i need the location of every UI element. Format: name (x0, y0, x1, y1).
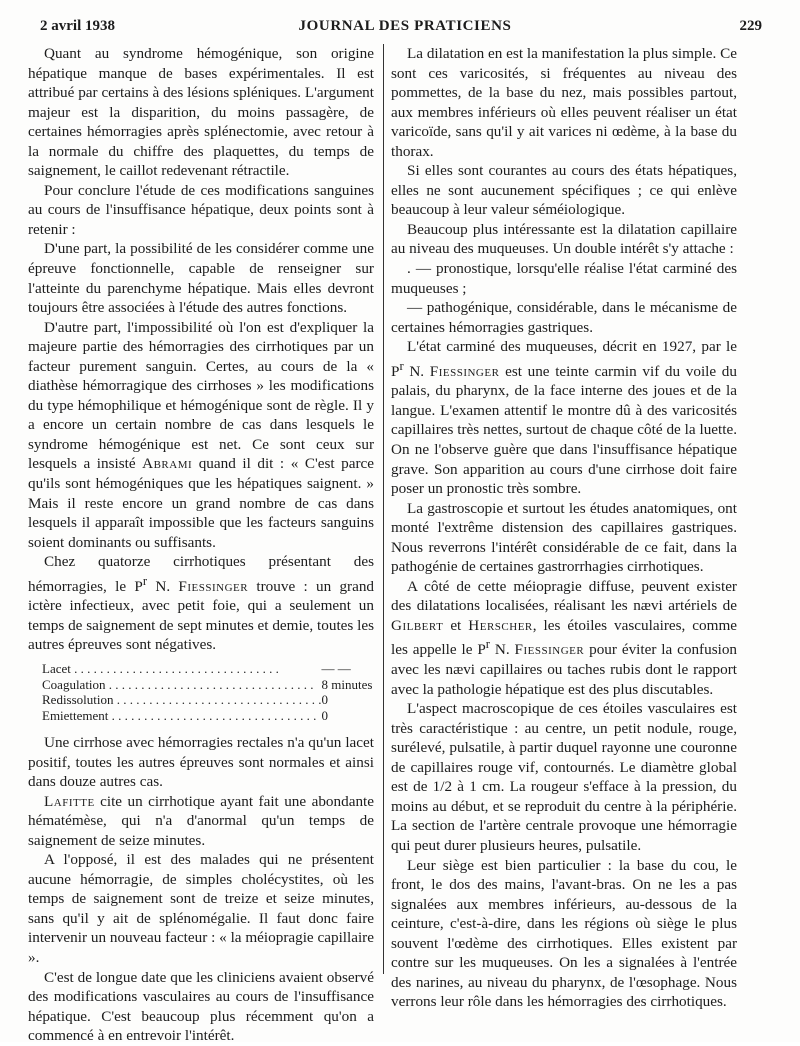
header-journal-title: JOURNAL DES PRATICIENS (298, 18, 512, 34)
paragraph-not-specific: Si elles sont courantes au cours des états hépatiques, elles ne sont aucunement spécifiques ; ce qui enlève beaucoup à leur valeur séméiologique. (391, 162, 737, 219)
superscript: r (399, 358, 404, 373)
author-name-herscher: Herscher (468, 616, 533, 634)
paragraph-opposite: A l'opposé, il est des malades qui ne présentent aucune hémorragie, de simples cholécystites, où les temps de saignement sont de treize et seize minutes, sans qu'il y ait de splénomégalie. Il faut donc faire intervenir un nouveau facteur : « la méiopragie capillaire ». (28, 851, 374, 967)
author-name-gilbert: Gilbert (391, 616, 444, 634)
paragraph-conclusion-intro: Pour conclure l'étude de ces modifications sanguines au cours de l'insuffisance hépatique, deux points sont à retenir : (28, 181, 374, 238)
left-column (28, 44, 374, 1046)
test-results-table (42, 661, 372, 723)
header-date: 2 avril 1938 (40, 18, 115, 34)
author-name-lafitte: Lafitte (44, 792, 95, 810)
text-segment: et (450, 616, 462, 634)
paragraph-macroscopic-aspect: L'aspect macroscopique de ces étoiles vasculaires est très caractéristique : au centre, un petit nodule, rouge, surélevé, pulsatile, à partir duquel rayonne une couronne de capillaires rouge vif, contournés. Le diamètre global est de 1/2 à 1 cm. La rougeur s'efface à la pression, du moins au début, et se reproduit du centre à la périphérie. La section de l'artère centrale provoque une hémorragie qui peut durer plusieurs heures, pulsatile. (391, 700, 737, 854)
test-value: — — (321, 661, 351, 677)
header-page-number: 229 (739, 18, 762, 34)
table-row (42, 708, 372, 724)
text-segment: cite un cirrhotique ayant fait une abondante hématémèse, qui n'a d'anormal qu'un temps de saignement de seize minutes. (28, 792, 374, 849)
test-label: Emiettement . . . (42, 708, 322, 724)
list-item-pathogenic: — pathogénique, considérable, dans le mécanisme de certaines hémorragies gastriques. (391, 299, 737, 336)
right-column (391, 44, 737, 1012)
paragraph-mucosa: Beaucoup plus intéressante est la dilatation capillaire au niveau des muqueuses. Un double intérêt s'y attache : (391, 220, 737, 258)
paragraph-dilatation: La dilatation en est la manifestation la plus simple. Ce sont ces varicosités, si fréquentes au niveau des pommettes, de la base du nez, mais possibles partout, aux membres inférieurs où elles peuvent réaliser un état varicoïde, sans qu'il y ait varices ni œdème, à la base du thorax. (391, 45, 737, 160)
text-segment: est une teinte carmin vif du voile du palais, du pharynx, de la face interne des joues et de la langue. L'examen attentif le montre dû à des varicosités capillaires très nettes, surtout de chaque côté de la luette. On ne l'observe guère que dans l'insuffisance hépatique grave. Son apparition au cours d'une cirrhose doit faire poser un pronostic très sombre. (391, 362, 737, 498)
test-value: 0 (321, 692, 329, 708)
superscript: r (142, 573, 148, 588)
text-segment: pour éviter la confusion avec les nævi capillaires ou taches rubis dont le rapport avec la pathologie hépatique est des plus discutables. (391, 641, 738, 698)
text-segment: D'autre part, l'impossibilité où l'on est d'expliquer la majeure partie des hémorragies des cirrhotiques par un facteur purement sanguin. Certes, au cours de la « diathèse hémorragique des cirrhoses » les modifications du type hémophilique et hémogénique sont de règle. Il y a encore un certain nombre de cas dans lesquels le syndrome hémogénique est net. Ce sont ceux sur lesquels a insisté (28, 318, 374, 473)
author-name-abrami: Abrami (142, 455, 193, 473)
superscript: r (485, 637, 490, 652)
paragraph-carmine-state (391, 337, 737, 498)
list-item-prognostic: . — pronostique, lorsqu'elle réalise l'état carminé des muqueuses ; (391, 260, 737, 297)
text-segment: N. (403, 362, 425, 380)
test-label: Redissolution . . . (42, 692, 322, 708)
paragraph-localized-dilatations (391, 577, 737, 699)
author-name-fiessinger: Fiessinger (429, 362, 500, 380)
text-segment: L'état carminé des muqueuses, décrit en 1927, par le P (391, 338, 737, 380)
table-row (42, 661, 372, 677)
paragraph-clinicians: C'est de longue date que les cliniciens avaient observé des modifications vasculaires au cours de l'insuffisance hépatique. C'est beaucoup plus récemment qu'on a commencé à en entrevoir l'intérêt. (28, 968, 374, 1045)
test-label: Lacet . . . (42, 661, 322, 677)
text-segment: A côté de cette méiopragie diffuse, peuvent exister des dilatations localisées, réalisant les nævi artériels de (391, 577, 737, 615)
paragraph-location: Leur siège est bien particulier : la base du cou, le front, le dos des mains, l'avant-bras. On ne les a pas signalées aux membres inférieurs, au-dessous de la ceinture, c'est-à-dire, dans les régions où siège le plus souvent l'œdème des cirrhotiques. Elles existent par contre sur les muqueuses. On les a signalées à l'entrée des narines, au niveau du pharynx, de l'œsophage. Nous verrons leur rôle dans les hémorragies des cirrhotiques. (391, 856, 737, 1011)
paragraph-functional-test: D'une part, la possibilité de les considérer comme une épreuve fonctionnelle, capable de renseigner sur l'atteinte du parenchyme hépatique. Mais elles devront toujours être associées à l'étude des autres fonctions. (28, 240, 374, 317)
paragraph-fourteen-cases (28, 552, 374, 655)
text-segment: , les étoiles vasculaires, comme les appelle le P (391, 616, 738, 659)
test-value: 8 minutes (321, 676, 373, 692)
test-label: Coagulation . . . (42, 677, 322, 693)
text-segment: N. (490, 641, 510, 659)
column-divider (383, 44, 384, 974)
table-row (42, 692, 372, 708)
text-segment: quand il dit : « C'est parce qu'ils sont hémogéniques que les hépatiques saignent. » Mais il reste encore un grand nombre de cas dans lesquels il apparaît impossible que les facteurs sanguins soient dominants ou suffisants. (28, 455, 374, 551)
running-header (34, 14, 776, 40)
paragraph-rectal-cirrhosis: Une cirrhose avec hémorragies rectales n'a qu'un lacet positif, toutes les autres épreuves sont normales et ainsi dans douze autres cas. (28, 734, 374, 791)
text-segment: Chez quatorze cirrhotiques présentant des hémorragies, le P (28, 553, 374, 595)
paragraph-hemogenic-origin: Quant au syndrome hémogénique, son origine hépatique manque de bases expérimentales. Il est attribué par certains à des lésions spléniques. L'argument majeur est la disparition, du moins passagère, de certaines hémorragies après splénectomie, avec retour à la normale du chiffre des plaquettes, du temps de saignement, le caillot redevenant rétractile. (28, 45, 374, 180)
text-segment: trouve : un grand ictère infectieux, avec petit foie, qui a seulement un temps de saignement de sept minutes et demie, toutes les autres épreuves sont négatives. (28, 577, 375, 654)
author-name-fiessinger: Fiessinger (514, 641, 585, 659)
paragraph-gastroscopy: La gastroscopie et surtout les études anatomiques, ont monté l'extrême distension des capillaires gastriques. Nous reverrons l'intérêt considérable de ce fait, dans la pathogénie de certaines gastrorrhagies cirrhotiques. (391, 499, 737, 576)
text-segment: N. (147, 577, 171, 595)
author-name-fiessinger: Fiessinger (178, 577, 249, 595)
paragraph-impossibility (28, 318, 374, 553)
paragraph-lafitte (28, 792, 374, 851)
test-value: 0 (321, 707, 329, 723)
table-row (42, 677, 372, 693)
